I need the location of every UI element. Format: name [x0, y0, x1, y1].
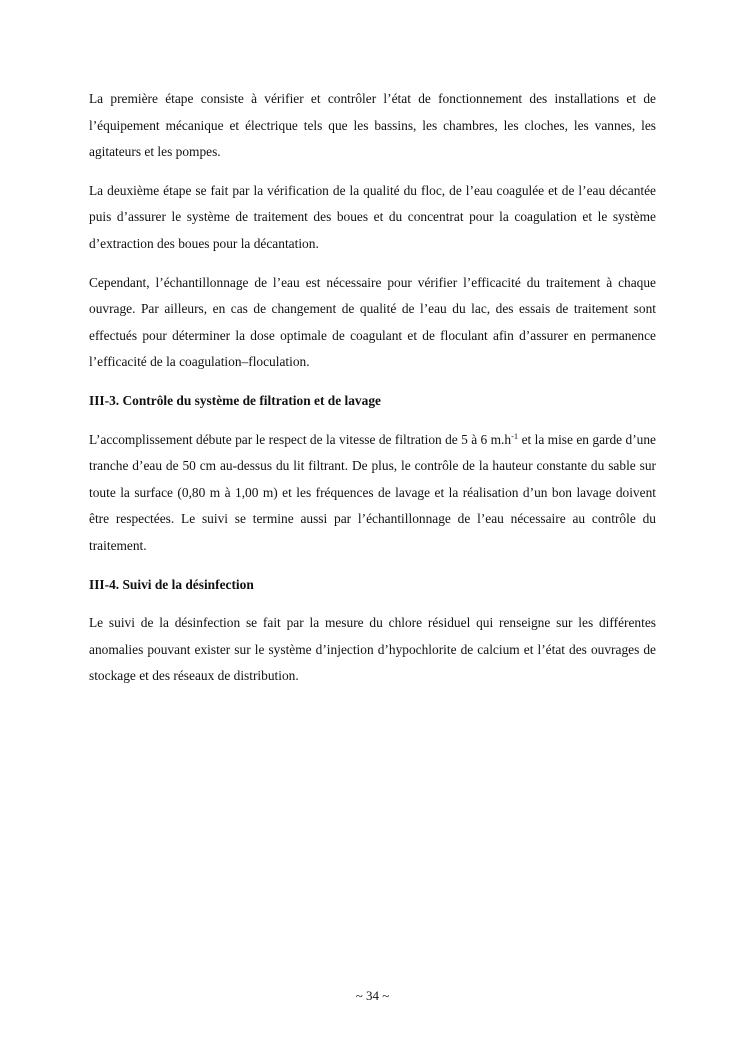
section-heading-filtration: III-3. Contrôle du système de filtration et de lavage: [89, 392, 381, 408]
paragraph-spacer: [89, 166, 656, 178]
paragraph-filtration: [89, 427, 656, 560]
page-number: ~ 34 ~: [355, 988, 390, 1003]
section-heading-disinfection: III-4. Suivi de la désinfection: [89, 576, 254, 592]
paragraph-spacer: [89, 415, 656, 427]
superscript-exponent: -1: [511, 430, 519, 441]
paragraph-first-step: La première étape consiste à vérifier et contrôler l’état de fonctionnement des installations et de l’équipement mécanique et électrique tels que les bassins, les chambres, les cloches, les vannes, les agitateurs et les pompes.: [89, 91, 656, 160]
paragraph-spacer: [89, 598, 656, 610]
paragraph-spacer: [89, 258, 656, 270]
paragraph-sampling: Cependant, l’échantillonnage de l’eau est nécessaire pour vérifier l’efficacité du traitement à chaque ouvrage. Par ailleurs, en cas de changement de qualité de l’eau du lac, des essais de traitement sont effectués pour déterminer la dose optimale de coagulant et de floculant afin d’assurer en permanence l’efficacité de la coagulation–floculation.: [89, 274, 656, 370]
paragraph-spacer: [89, 376, 656, 388]
paragraph-filtration-text-start: L’accomplissement débute par le respect de la vitesse de filtration de 5 à 6 m.h: [89, 431, 512, 447]
paragraph-second-step: La deuxième étape se fait par la vérification de la qualité du floc, de l’eau coagulée et de l’eau décantée puis d’assurer le système de traitement des boues et du concentrat pour la coagulation et le système d’extraction des boues pour la décantation.: [89, 182, 656, 251]
paragraph-disinfection: Le suivi de la désinfection se fait par la mesure du chlore résiduel qui renseigne sur les différentes anomalies pouvant exister sur le système d’injection d’hypochlorite de calcium et l’état des ouvrages de stockage et des réseaux de distribution.: [89, 615, 656, 684]
paragraph-spacer: [89, 560, 656, 572]
document-body: [89, 86, 656, 690]
paragraph-filtration-text-end: et la mise en garde d’une tranche d’eau de 50 cm au-dessus du lit filtrant. De plus, le contrôle de la hauteur constante du sable sur toute la surface (0,80 m à 1,00 m) et les fréquences de lavage et la réalisation d’un bon lavage doivent être respectées. Le suivi se termine aussi par l’échantillonnage de l’eau nécessaire au contrôle du traitement.: [89, 431, 656, 553]
